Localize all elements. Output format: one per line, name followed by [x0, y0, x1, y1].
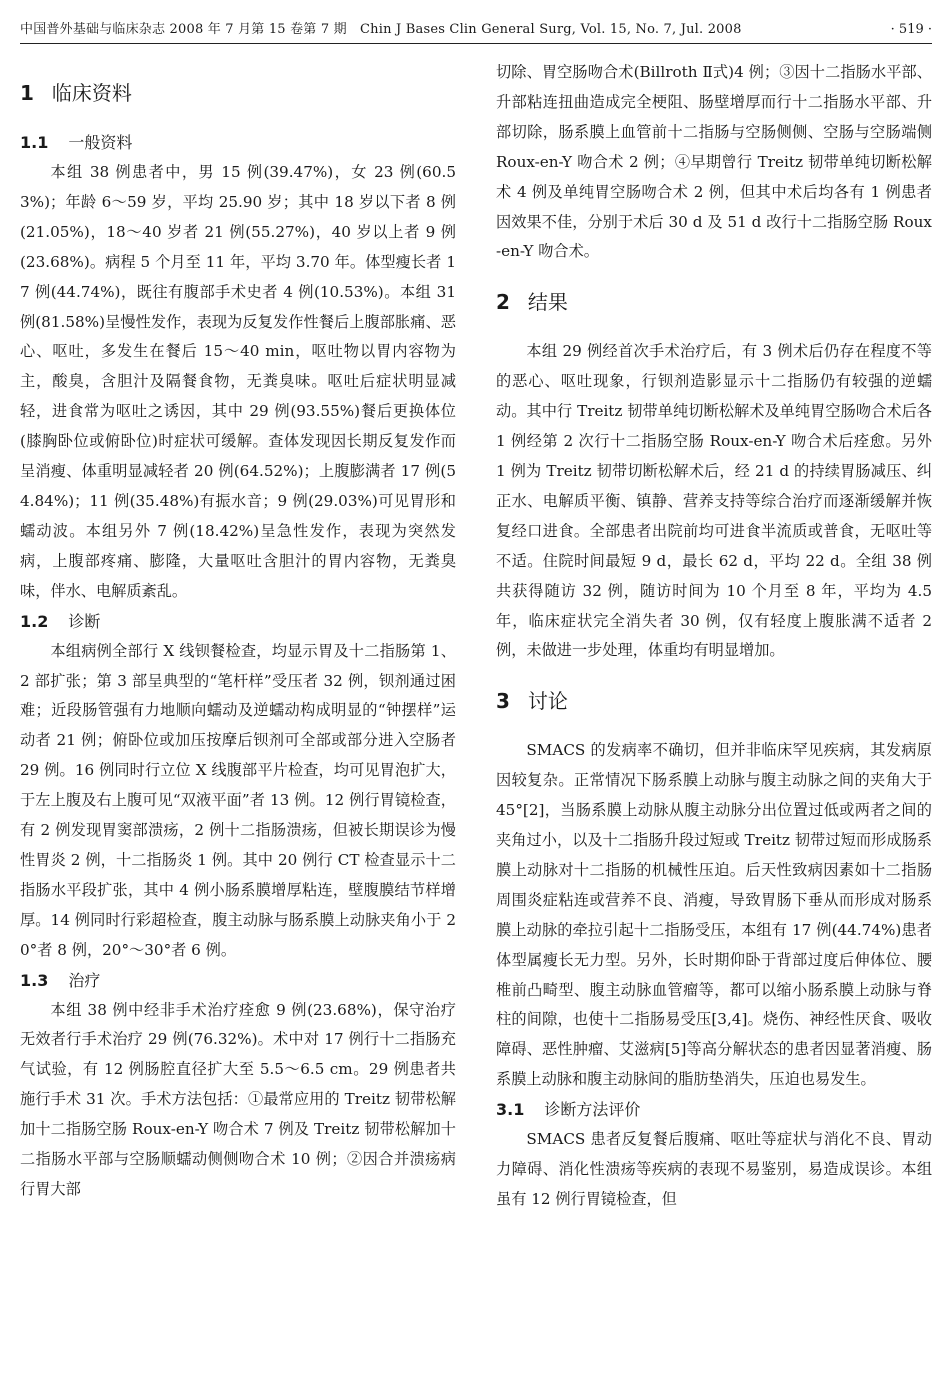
- subsection-heading-1-3: 1.3 治疗: [20, 970, 101, 990]
- paragraph-general-data: 本组 38 例患者中，男 15 例(39.47%)，女 23 例(60.53%)；年龄 6～59 岁，平均 25.90 岁；其中 18 岁以下者 8 例(21.05%)，18～40 岁者 21 例(55.27%)，40 岁以上者 9 例(23.68%)。病程 5 个月至 11 年，平均 3.70 年。体型瘦长者 17 例(44.74%)，既往有腹部手术史者 4 例(10.53%)。本组 31 例(81.58%)呈慢性发作，表现为反复发作性餐后上腹部胀痛、恶心、呕吐，多发生在餐后 15～40 min，呕吐物以胃内容物为主，酸臭，含胆汁及隔餐食物，无粪臭味。呕吐后症状明显减轻，进食常为呕吐之诱因，其中 29 例(93.55%)餐后更换体位(膝胸卧位或俯卧位)时症状可缓解。查体发现因长期反复发作而呈消瘦、体重明显减轻者 20 例(64.52%)；上腹膨满者 17 例(54.84%)；11 例(35.48%)有振水音；9 例(29.03%)可见胃形和蠕动波。本组另外 7 例(18.42%)呈急性发作，表现为突然发病，上腹部疼痛、膨隆，大量呕吐含胆汁的胃内容物，无粪臭味，伴水、电解质紊乱。: [20, 163, 456, 600]
- journal-citation: 中国普外基础与临床杂志 2008 年 7 月第 15 卷第 7 期 Chin J Bases Clin General Surg, Vol. 15, No. 7, Jul. 2008: [20, 22, 742, 37]
- running-header: [20, 16, 932, 44]
- section-heading-3: 3 讨论: [496, 689, 568, 714]
- paragraph-diagnostic-evaluation: SMACS 患者反复餐后腹痛、呕吐等症状与消化不良、胃动力障碍、消化性溃疡等疾病的表现不易鉴别，易造成误诊。本组虽有 12 例行胃镜检查，但: [496, 1130, 932, 1208]
- section-heading-2: 2 结果: [496, 290, 568, 315]
- paragraph-discussion: SMACS 的发病率不确切，但并非临床罕见疾病，其发病原因较复杂。正常情况下肠系膜上动脉与腹主动脉之间的夹角大于 45°[2]，当肠系膜上动脉从腹主动脉分出位置过低或两者之间的夹角过小，以及十二指肠升段过短或 Treitz 韧带过短而形成肠系膜上动脉对十二指肠的机械性压迫。后天性致病因素如十二指肠周围炎症粘连或营养不良、消瘦，导致胃肠下垂从而形成对肠系膜上动脉的牵拉引起十二指肠受压，本组有 17 例(44.74%)患者体型属瘦长无力型。另外，长时期仰卧于背部过度后伸体位、腰椎前凸畸型、腹主动脉血管瘤等，都可以缩小肠系膜上动脉与脊柱的间隙，也使十二指肠易受压[3,4]。烧伤、神经性厌食、吸收障碍、恶性肿瘤、艾滋病[5]等高分解状态的患者因显著消瘦、肠系膜上动脉和腹主动脉间的脂肪垫消失，压迫也易发生。: [496, 741, 932, 1089]
- subsection-heading-1-1: 1.1 一般资料: [20, 133, 133, 152]
- paragraph-diagnosis: 本组病例全部行 X 线钡餐检查，均显示胃及十二指肠第 1、2 部扩张；第 3 部呈典型的“笔杆样”受压者 32 例，钡剂通过困难；近段肠管强有力地顺向蠕动及逆蠕动构成明显的“钟摆样”运动者 21 例；俯卧位或加压按摩后钡剂可全部或部分进入空肠者 29 例。16 例同时行立位 X 线腹部平片检查，均可见胃泡扩大，于左上腹及右上腹可见“双液平面”者 13 例。12 例行胃镜检查，有 2 例发现胃窦部溃疡，2 例十二指肠溃疡，但被长期误诊为慢性胃炎 2 例，十二指肠炎 1 例。其中 20 例行 CT 检查显示十二指肠水平段扩张，其中 4 例小肠系膜增厚粘连，壁腹膜结节样增厚。14 例同时行彩超检查，腹主动脉与肠系膜上动脉夹角小于 20°者 8 例，20°～30°者 6 例。: [20, 641, 456, 959]
- section-heading-1: 1 临床资料: [20, 81, 132, 105]
- page-number: · 519 ·: [890, 22, 932, 37]
- paragraph-treatment-continued: 切除、胃空肠吻合术(Billroth Ⅱ式)4 例；③因十二指肠水平部、升部粘连扭曲造成完全梗阻、肠壁增厚而行十二指肠水平部、升部切除，肠系膜上血管前十二指肠与空肠侧侧、空肠与空肠端侧 Roux-en-Y 吻合术 2 例；④早期曾行 Treitz 韧带单纯切断松解术 4 例及单纯胃空肠吻合术 2 例，但其中术后均各有 1 例患者因效果不佳，分别于术后 30 d 及 51 d 改行十二指肠空肠 Roux-en-Y 吻合术。: [496, 63, 932, 261]
- paragraph-results: 本组 29 例经首次手术治疗后，有 3 例术后仍存在程度不等的恶心、呕吐现象，行钡剂造影显示十二指肠仍有较强的逆蠕动。其中行 Treitz 韧带单纯切断松解术及单纯胃空肠吻合术后各 1 例经第 2 次行十二指肠空肠 Roux-en-Y 吻合术后痊愈。另外 1 例为 Treitz 韧带切断松解术后，经 21 d 的持续胃肠减压、纠正水、电解质平衡、镇静、营养支持等综合治疗而逐渐缓解并恢复经口进食。全部患者出院前均可进食半流质或普食，无呕吐等不适。住院时间最短 9 d，最长 62 d，平均 22 d。全组 38 例共获得随访 32 例，随访时间为 10 个月至 8 年，平均为 4.5 年，临床症状完全消失者 30 例，仅有轻度上腹胀满不适者 2 例，未做进一步处理，体重均有明显增加。: [496, 342, 932, 660]
- paragraph-treatment: 本组 38 例中经非手术治疗痊愈 9 例(23.68%)，保守治疗无效者行手术治疗 29 例(76.32%)。术中对 17 例行十二指肠充气试验，有 12 例肠腔直径扩大至 5.5～6.5 cm。29 例患者共施行手术 31 次。手术方法包括：①最常应用的 Treitz 韧带松解加十二指肠空肠 Roux-en-Y 吻合术 7 例及 Treitz 韧带松解加十二指肠水平部与空肠顺蠕动侧侧吻合术 10 例；②因合并溃疡病行胃大部: [20, 1000, 456, 1198]
- subsection-heading-3-1: 3.1 诊断方法评价: [496, 1100, 641, 1120]
- right-column: [496, 58, 932, 1215]
- left-column: [20, 58, 456, 1205]
- subsection-heading-1-2: 1.2 诊断: [20, 611, 101, 631]
